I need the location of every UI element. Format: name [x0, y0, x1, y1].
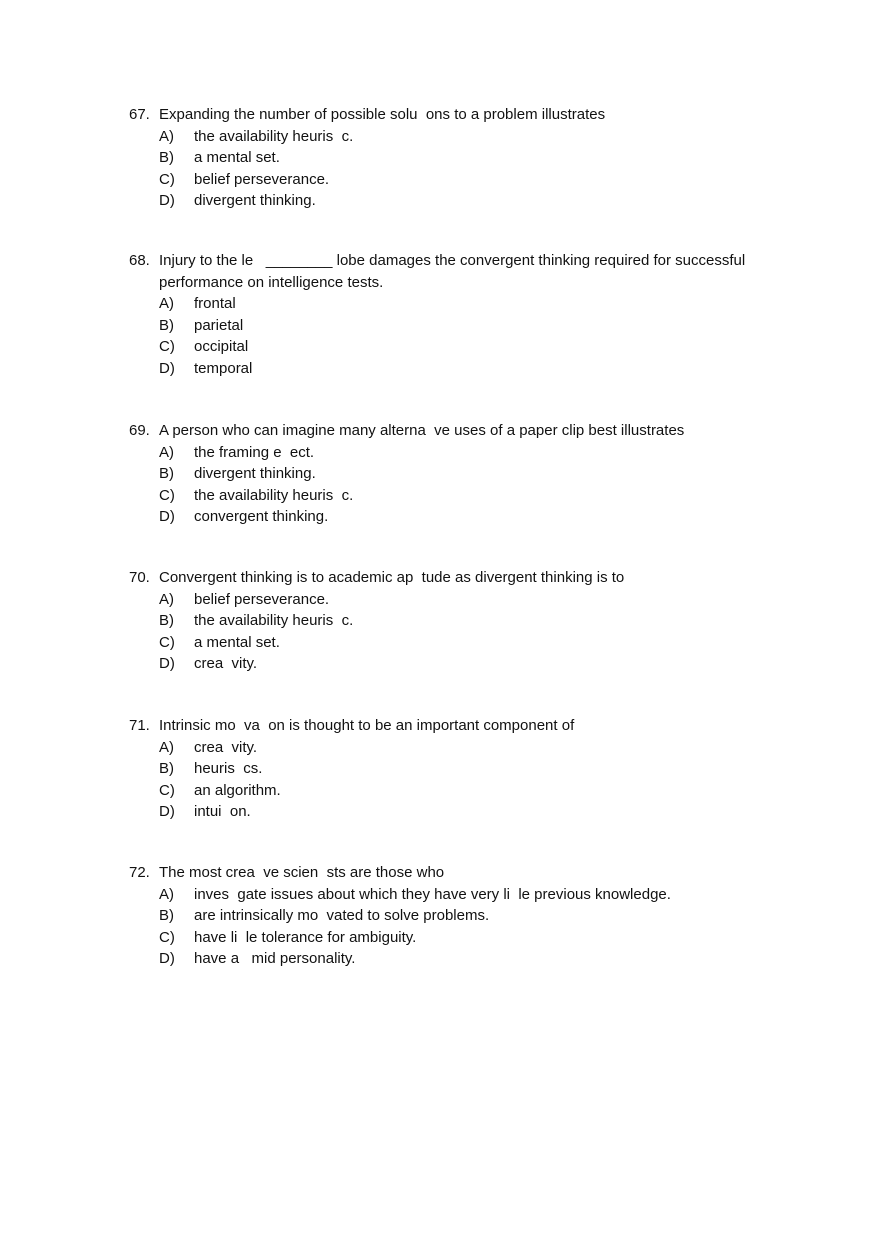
question-number: 67.: [129, 106, 150, 123]
option-text: an algorithm.: [194, 781, 281, 799]
option-text: temporal: [194, 359, 253, 377]
option-letter: D): [159, 655, 175, 672]
question-number: 71.: [129, 717, 150, 734]
option-letter: D): [159, 803, 175, 820]
answer-options: [129, 884, 769, 970]
option-letter: C): [159, 170, 175, 188]
option-b: [129, 610, 769, 632]
option-text: belief perseverance.: [194, 170, 330, 188]
option-letter: A): [159, 443, 174, 461]
option-text: a mental set.: [194, 633, 280, 651]
option-a: [129, 442, 769, 464]
option-letter: D): [159, 508, 175, 525]
option-text: the availability heuris c.: [194, 612, 354, 629]
option-text: are intrinsically mo vated to solve problems.: [194, 907, 490, 924]
option-text: frontal: [194, 295, 236, 312]
option-c: [129, 336, 769, 358]
question-70: [129, 567, 769, 675]
option-text: divergent thinking.: [194, 465, 316, 482]
option-text: the availability heuris c.: [194, 486, 354, 504]
question-number: 70.: [129, 569, 150, 586]
option-letter: C): [159, 338, 175, 355]
option-a: [129, 737, 769, 759]
option-text: occipital: [194, 338, 249, 355]
option-text: belief perseverance.: [194, 590, 330, 608]
option-text: have a mid personality.: [194, 950, 356, 967]
option-letter: B): [159, 316, 174, 334]
option-letter: C): [159, 781, 175, 799]
option-letter: A): [159, 885, 174, 903]
option-text: parietal: [194, 316, 244, 334]
option-text: convergent thinking.: [194, 508, 329, 525]
option-letter: C): [159, 928, 175, 946]
option-letter: A): [159, 295, 174, 312]
option-letter: B): [159, 149, 174, 166]
option-text: inves gate issues about which they have very li le previous knowledge.: [194, 885, 671, 903]
option-d: [129, 801, 769, 823]
option-letter: B): [159, 907, 174, 924]
option-text: the availability heuris c.: [194, 127, 354, 145]
option-a: [129, 589, 769, 611]
option-letter: B): [159, 465, 174, 482]
question-number: 69.: [129, 422, 150, 439]
option-d: [129, 506, 769, 528]
option-text: heuris cs.: [194, 760, 263, 777]
option-b: [129, 905, 769, 927]
question-number: 72.: [129, 864, 150, 881]
option-text: the framing e ect.: [194, 443, 315, 461]
option-d: [129, 358, 769, 380]
option-c: [129, 632, 769, 654]
option-c: [129, 927, 769, 949]
option-letter: A): [159, 590, 174, 608]
option-text: have li le tolerance for ambiguity.: [194, 928, 417, 946]
option-b: [129, 147, 769, 169]
question-text: A person who can imagine many alterna ve uses of a paper clip best illustrates: [159, 422, 685, 439]
option-c: [129, 485, 769, 507]
option-text: divergent thinking.: [194, 192, 316, 209]
option-letter: C): [159, 486, 175, 504]
question-72: [129, 862, 769, 970]
question-text: Intrinsic mo va on is thought to be an important component of: [159, 717, 575, 734]
question-text: Convergent thinking is to academic ap tude as divergent thinking is to: [159, 569, 625, 586]
option-a: [129, 884, 769, 906]
option-d: [129, 653, 769, 675]
option-letter: D): [159, 359, 175, 377]
option-d: [129, 190, 769, 212]
option-d: [129, 948, 769, 970]
option-letter: D): [159, 192, 175, 209]
option-text: crea vity.: [194, 655, 258, 672]
question-69: [129, 420, 769, 528]
option-letter: B): [159, 612, 174, 629]
option-b: [129, 463, 769, 485]
option-a: [129, 293, 769, 315]
option-text: intui on.: [194, 803, 251, 820]
answer-options: [129, 126, 769, 212]
answer-options: [129, 589, 769, 675]
option-text: crea vity.: [194, 738, 258, 756]
answer-options: [129, 442, 769, 528]
answer-options: [129, 293, 769, 379]
option-text: a mental set.: [194, 149, 280, 166]
option-letter: B): [159, 760, 174, 777]
option-letter: D): [159, 950, 175, 967]
option-letter: A): [159, 127, 174, 145]
option-c: [129, 169, 769, 191]
question-number: 68.: [129, 252, 150, 269]
option-b: [129, 315, 769, 337]
question-71: [129, 715, 769, 823]
answer-options: [129, 737, 769, 823]
question-text: Expanding the number of possible solu ons to a problem illustrates: [159, 106, 606, 123]
option-b: [129, 758, 769, 780]
question-68: [129, 250, 769, 379]
option-a: [129, 126, 769, 148]
option-letter: A): [159, 738, 174, 756]
question-text: Injury to the le ________ lobe damages the convergent thinking required for successful performance on intelligence tests.: [159, 252, 750, 291]
option-letter: C): [159, 633, 175, 651]
question-67: [129, 104, 769, 212]
option-c: [129, 780, 769, 802]
question-text: The most crea ve scien sts are those who: [159, 864, 445, 881]
